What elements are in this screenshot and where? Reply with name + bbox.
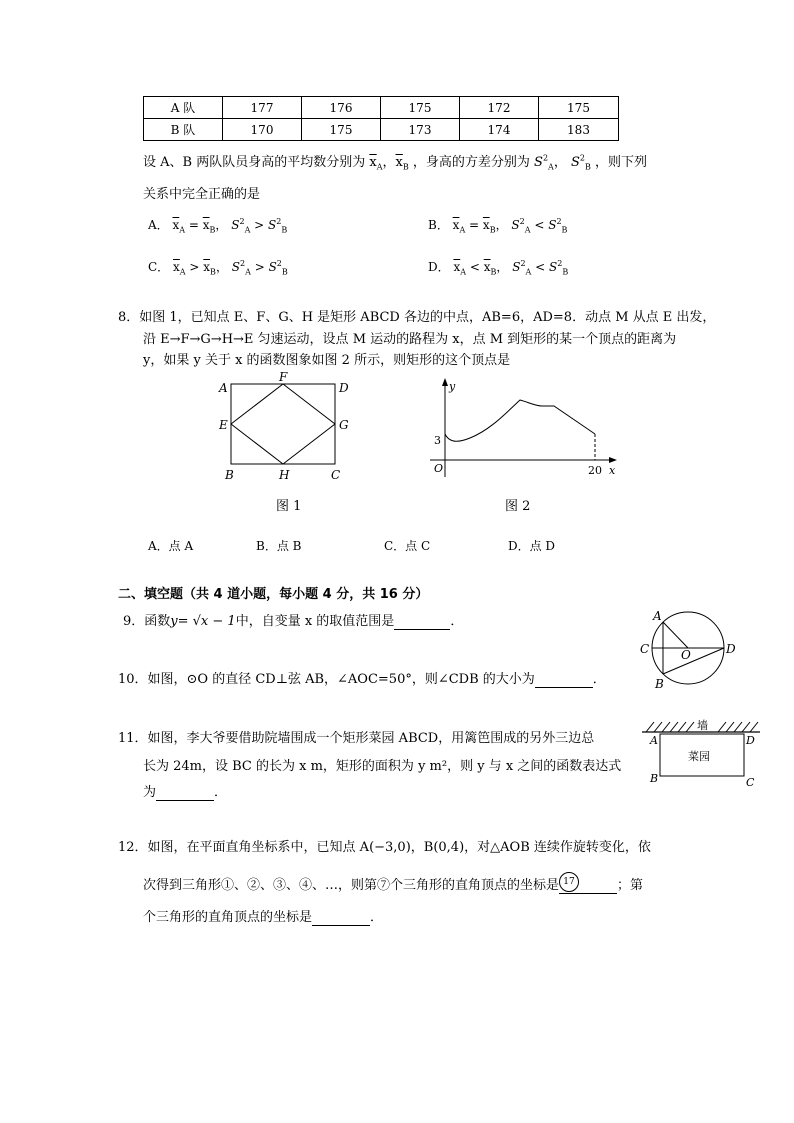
segment-ao — [663, 622, 688, 648]
origin-label: O — [434, 462, 444, 475]
table-row — [144, 119, 619, 141]
q7-stem-line1 — [143, 151, 647, 172]
label-b: B — [650, 772, 659, 785]
q9-end: ． — [450, 614, 464, 629]
q11-line1: 11．如图，李大爷要借助院墙围成一个矩形菜园 ABCD，用篱笆围成的另外三边总 — [118, 731, 595, 746]
option-label: B． — [428, 218, 449, 232]
label-c: C — [640, 642, 650, 656]
q7-option-d — [428, 258, 568, 276]
label-g: G — [339, 418, 349, 432]
table-row — [144, 97, 619, 119]
q12-line2-text: 次得到三角形①、②、③、④、…，则第⑦个三角形的直角顶点的坐标是 — [143, 878, 560, 893]
rhombus-efgh — [231, 384, 335, 464]
height-table — [143, 96, 619, 141]
table-cell: 174 — [460, 119, 539, 141]
table-cell: 176 — [302, 97, 381, 119]
q7-text1: 设 A、B 两队队员身高的平均数分别为 — [143, 155, 366, 170]
q8-option-a: A．点 A — [148, 539, 194, 553]
q8-line1: 8．如图 1，已知点 E、F、G、H 是矩形 ABCD 各边的中点，AB=6，AD=8．动点 M 从点 E 出发， — [118, 310, 716, 325]
table-cell: 172 — [460, 97, 539, 119]
label-d: D — [726, 642, 736, 656]
table-cell: 170 — [223, 119, 302, 141]
q12-end: ． — [370, 910, 384, 925]
q11-line3 — [143, 781, 227, 801]
variance-math: $S^2_A$， $S^2_B$ — [534, 153, 591, 172]
q9-prefix: 9．函数 — [123, 614, 171, 629]
fig1-caption: 图 1 — [276, 499, 302, 514]
option-label: D． — [428, 260, 450, 274]
q9-line — [123, 610, 463, 630]
q8-option-b: B．点 B — [256, 539, 302, 553]
answer-blank[interactable] — [312, 910, 370, 926]
answer-blank[interactable] — [156, 785, 214, 801]
table-cell: 173 — [381, 119, 460, 141]
q8-figure2 — [420, 372, 625, 487]
q12-line2 — [143, 874, 643, 894]
option-math: $\overline{x}_A = \overline{x}_B$， $S^2_A < S^2_B$ — [452, 217, 568, 235]
q12-line3-text: 个三角形的直角顶点的坐标是 — [143, 910, 313, 925]
option-label: A． — [148, 218, 169, 232]
y-label: y — [449, 380, 456, 393]
label-a: A — [650, 734, 658, 747]
label-b: B — [655, 677, 664, 691]
q10-text: 10．如图，⊙O 的直径 CD⊥弦 AB，∠AOC=50°，则∠CDB 的大小为 — [118, 672, 535, 687]
label-d: D — [746, 734, 755, 747]
option-math: $\overline{x}_A = \overline{x}_B$， $S^2_A > S^2_B$ — [172, 217, 288, 235]
garden-label: 菜园 — [688, 750, 710, 763]
q7-option-b — [428, 216, 567, 234]
option-math: $\overline{x}_A < \overline{x}_B$， $S^2_A < S^2_B$ — [453, 259, 569, 277]
q9-suffix: 中，自变量 x 的取值范围是 — [235, 614, 395, 629]
q11-line3-text: 为 — [143, 785, 157, 800]
q10-line — [118, 668, 606, 688]
x-axis-arrow — [609, 457, 617, 463]
q7-option-a — [148, 216, 287, 234]
label-c: C — [746, 776, 755, 789]
q11-end: ． — [214, 785, 228, 800]
tick-20: 20 — [588, 464, 602, 477]
label-o: O — [681, 648, 691, 662]
table-cell: A 队 — [144, 97, 223, 119]
xbar-a-math: $\overline{x}_A$，$\overline{x}_B$ — [369, 155, 409, 172]
q7-option-c — [148, 258, 288, 276]
q8-option-c: C．点 C — [384, 539, 431, 553]
tick-3: 3 — [434, 434, 441, 447]
q8-figure1 — [215, 372, 360, 487]
q12-line1: 12．如图，在平面直角坐标系中，已知点 A(−3,0)，B(0,4)，对△AOB 连续作旋转变化，依 — [118, 840, 651, 855]
rectangle-abcd — [231, 384, 335, 464]
q12-line3 — [143, 906, 383, 926]
q8-line2: 沿 E→F→G→H→E 匀速运动，设点 M 运动的路程为 x，点 M 到矩形的某一个顶点的距离为 — [143, 332, 677, 347]
q9-formula: y= √x − 1 — [170, 614, 236, 629]
q8-line3: y，如果 y 关于 x 的函数图象如图 2 所示，则矩形的这个顶点是 — [143, 353, 511, 368]
q11-line2: 长为 24m，设 BC 的长为 x m，矩形的面积为 y m²，则 y 与 x 之间的函数表达式 — [143, 759, 622, 774]
answer-blank[interactable] — [559, 878, 617, 894]
function-curve — [445, 400, 595, 441]
segment-bd — [663, 648, 724, 674]
label-h: H — [279, 468, 290, 482]
table-cell: B 队 — [144, 119, 223, 141]
answer-blank[interactable] — [535, 672, 593, 688]
label-e: E — [219, 418, 228, 432]
q8-option-d: D．点 D — [508, 539, 556, 553]
table-cell: 183 — [539, 119, 619, 141]
fig2-caption: 图 2 — [505, 499, 531, 514]
x-label: x — [609, 464, 616, 477]
table-cell: 175 — [539, 97, 619, 119]
q11-garden-figure — [640, 716, 762, 790]
circled-number-badge: 17 — [559, 872, 579, 892]
q7-text4: 关系中完全正确的是 — [143, 187, 261, 202]
table-cell: 177 — [223, 97, 302, 119]
label-b: B — [225, 468, 234, 482]
table-cell: 175 — [302, 119, 381, 141]
wall-label: 墙 — [697, 719, 708, 732]
q12-line2-end: ；第 — [617, 878, 644, 893]
option-math: $\overline{x}_A > \overline{x}_B$， $S^2_A > S^2_B$ — [173, 259, 288, 277]
table-cell: 175 — [381, 97, 460, 119]
q10-circle-figure — [636, 604, 741, 692]
q7-text2: ，身高的方差分别为 — [412, 155, 530, 170]
section-title: 二、填空题（共 4 道小题，每小题 4 分，共 16 分） — [118, 587, 429, 602]
label-d: D — [339, 381, 349, 395]
label-a: A — [653, 609, 662, 623]
answer-blank[interactable] — [394, 614, 450, 630]
label-a: A — [219, 381, 228, 395]
option-label: C． — [148, 260, 170, 274]
q10-end: ． — [592, 672, 606, 687]
y-axis-arrow — [442, 378, 448, 386]
label-f: F — [279, 372, 288, 384]
q7-text3: ，则下列 — [594, 155, 647, 170]
label-c: C — [331, 468, 341, 482]
